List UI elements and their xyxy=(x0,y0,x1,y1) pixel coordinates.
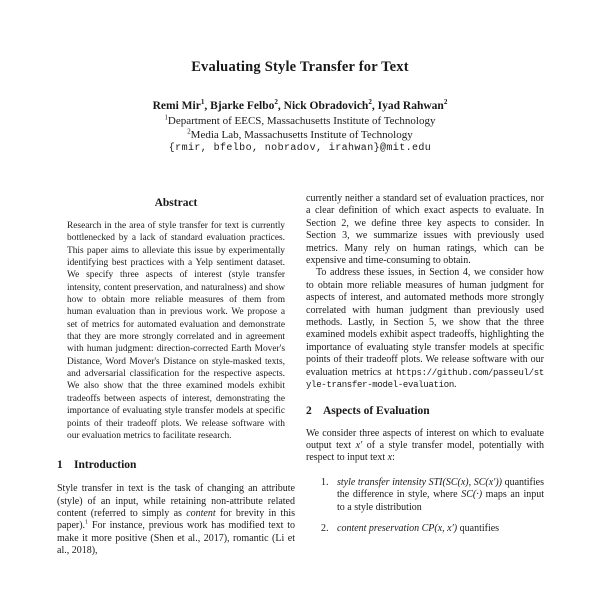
author-block xyxy=(0,99,600,156)
section-2-heading xyxy=(306,405,544,418)
list-item-text: content preservation CP(x, x′) quantifies xyxy=(337,522,500,534)
section-2-title: Aspects of Evaluation xyxy=(323,404,430,417)
section-1-number: 1 xyxy=(57,459,63,472)
list-item xyxy=(306,477,544,514)
author-line: Remi Mir$^1$, Bjarke Felbo$^2$, Nick Obradovich$^2$, Iyad Rahwan$^2$ xyxy=(152,98,448,112)
abstract-heading: Abstract xyxy=(154,197,198,209)
email-line: {rmir, bfelbo, nobradov, irahwan}@mit.edu xyxy=(168,142,432,154)
abstract-body: Research in the area of style transfer for text is currently bottlenecked by a lack of standard evaluation practices. This paper aims to alleviate this issue by experimentally identifying best practices with a Yelp sentiment dataset. We specify three aspects of interest (style transfer intensity, content preservation, and naturalness) and show how to obtain more reliable measures of them from human evaluation than in previous work. We propose a set of metrics for automated evaluation and demonstrate that they are more strongly correlated and in agreement with human judgment: direction-corrected Earth Mover's Distance, Word Mover's Distance on style-masked texts, and adversarial classification for the respective aspects. We also show that the three examined models exhibit tradeoffs between aspects of interest, demonstrating the importance of evaluating style transfer models at specific points of their tradeoff plots. We release software with our evaluation metrics to facilitate research. xyxy=(67,221,285,441)
section-1-heading xyxy=(57,459,295,472)
address-issues-paragraph: To address these issues, in Section 4, we consider how to obtain more reliable measures of human judgment for aspects of interest, and automated methods more strongly correlated with human judgment than previously used methods. Lastly, in Section 5, we show that the three examined models exhibit aspect tradeoffs, highlighting the importance of evaluating style transfer models at specific points of their tradeoff plots. We release software with our evaluation metrics at https://github.com/passeul/style-transfer-model-evaluation. xyxy=(306,267,544,391)
list-item xyxy=(306,523,544,535)
aspects-list xyxy=(306,477,544,536)
affiliation-line-1: $^1$Department of EECS, Massachusetts Institute of Technology xyxy=(164,113,436,127)
section-2-number: 2 xyxy=(306,404,312,417)
affiliation-line-2: $^2$Media Lab, Massachusetts Institute of Technology xyxy=(187,127,413,141)
intro-paragraph: Style transfer in text is the task of changing an attribute (style) of an input, while retaining non-attribute related content (referred to simply as content for brevity in this paper).$^1$ For instance, previous work has modified text to make it more positive (Shen et al., 2017), romantic (Li et al., 2018), xyxy=(57,483,295,557)
github-url[interactable]: https://github.com/passeul/style-transfer-model-evaluation xyxy=(306,367,544,391)
continuation-paragraph: currently neither a standard set of evaluation practices, nor a clear definition of which exact aspects to evaluate. In Section 2, we define three key aspects to consider. In Section 3, we summarize issues with previously used metrics. Many rely on human ratings, which can be expensive and time-consuming to obtain. xyxy=(306,193,544,267)
page-title: Evaluating Style Transfer for Text xyxy=(191,59,409,75)
section-1-title: Introduction xyxy=(74,459,137,472)
list-marker: 2. xyxy=(321,522,329,534)
right-column xyxy=(306,193,544,544)
left-column xyxy=(57,197,295,558)
list-item-text: style transfer intensity STI(SC(x), SC(x′)) quantifies the difference in style, where SC(·) maps an input to a style distribution xyxy=(337,476,544,513)
list-marker: 1. xyxy=(321,476,329,488)
aspects-intro-paragraph: We consider three aspects of interest on which to evaluate output text x′ of a style transfer model, potentially with respect to input text x: xyxy=(306,427,545,464)
